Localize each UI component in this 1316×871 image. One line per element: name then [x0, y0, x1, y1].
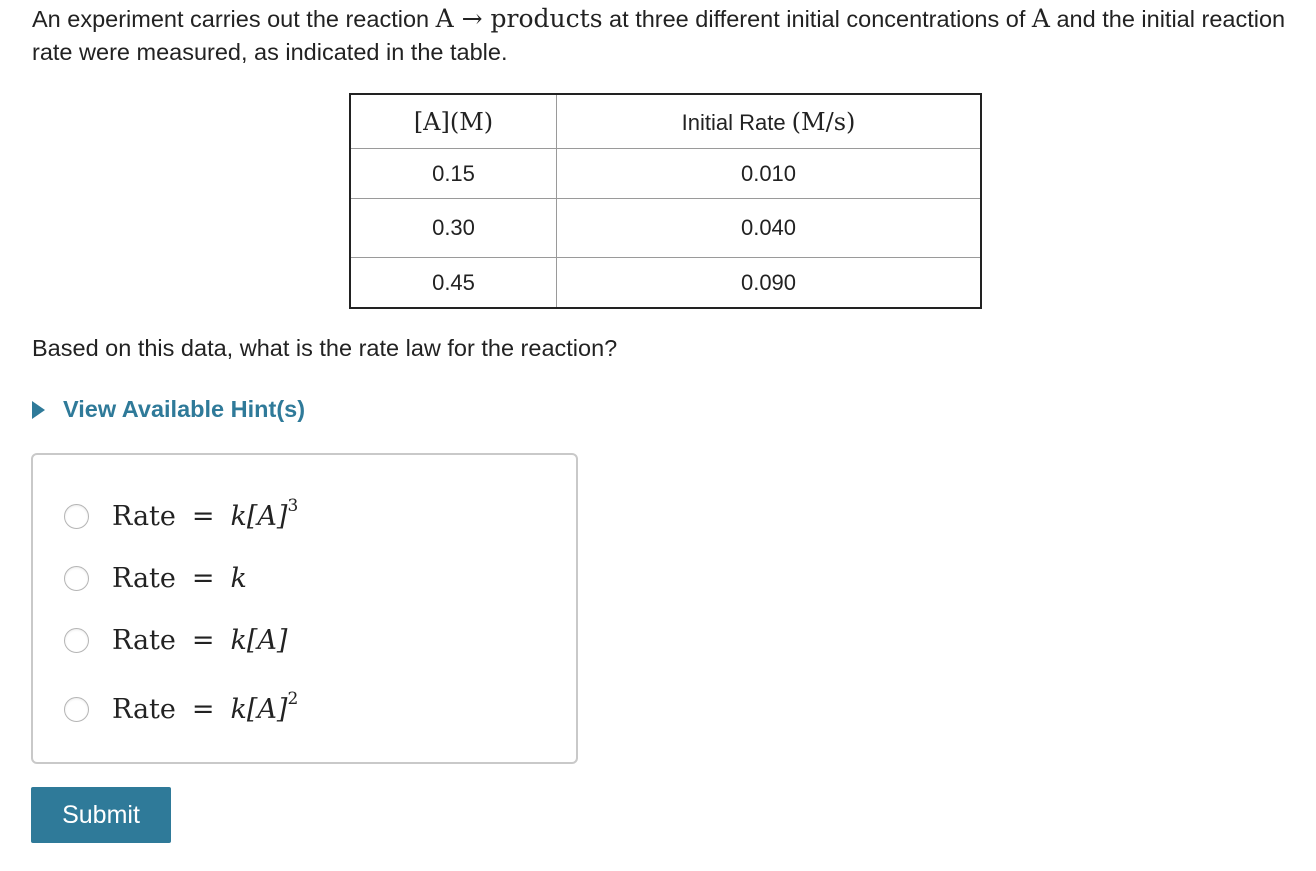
table-header-row: [350, 94, 981, 149]
choice-rhs: k[A]: [230, 501, 288, 532]
choice-option[interactable]: [64, 620, 287, 660]
answer-choices-panel: [31, 453, 578, 764]
reaction-product: products: [490, 4, 603, 33]
view-hints-toggle[interactable]: [32, 396, 305, 423]
cell-concentration: 0.15: [350, 149, 557, 199]
intro-text-2: at three different initial concentrations of: [602, 6, 1032, 32]
choice-equation: [112, 624, 287, 656]
choice-equals: =: [191, 625, 215, 656]
header-initial-rate: [557, 94, 982, 149]
caret-right-icon: [32, 401, 45, 419]
choice-rhs: k[A]: [230, 694, 288, 725]
radio-button[interactable]: [64, 628, 89, 653]
choice-lhs: Rate: [112, 694, 176, 725]
choice-equals: =: [191, 694, 215, 725]
choice-rhs: k[A]: [230, 625, 288, 656]
intro-text-3: and the initial reaction rate were measured, as indicated in the table.: [32, 6, 1286, 65]
reaction-arrow: →: [453, 4, 491, 33]
intro-species: A: [1031, 4, 1050, 33]
radio-button[interactable]: [64, 697, 89, 722]
choice-option[interactable]: [64, 558, 247, 598]
view-hints-label: View Available Hint(s): [63, 396, 306, 422]
choice-exponent: 3: [287, 496, 299, 516]
table-row: [350, 149, 981, 199]
cell-rate: 0.010: [557, 149, 982, 199]
data-table: [349, 93, 982, 309]
reaction-reactant: A: [435, 4, 454, 33]
choice-option[interactable]: [64, 689, 298, 729]
cell-rate: 0.040: [557, 199, 982, 258]
radio-button[interactable]: [64, 566, 89, 591]
choice-exponent: 2: [287, 689, 299, 709]
question-text: Based on this data, what is the rate law for the reaction?: [32, 335, 618, 361]
problem-intro: [32, 2, 1302, 69]
choice-equals: =: [191, 563, 215, 594]
header-rate-text: Initial Rate: [681, 109, 792, 135]
table-row: [350, 258, 981, 309]
table-row: [350, 199, 981, 258]
choice-lhs: Rate: [112, 501, 176, 532]
choice-lhs: Rate: [112, 625, 176, 656]
choice-option[interactable]: [64, 496, 298, 536]
cell-concentration: 0.30: [350, 199, 557, 258]
choice-equation: [112, 689, 299, 725]
header-concentration: [A](M): [350, 94, 557, 149]
cell-concentration: 0.45: [350, 258, 557, 309]
radio-button[interactable]: [64, 504, 89, 529]
intro-text-1: An experiment carries out the reaction: [32, 6, 436, 32]
header-rate-unit: (M/s): [791, 107, 856, 136]
choice-equation: [112, 562, 247, 594]
choice-equation: [112, 496, 299, 532]
cell-rate: 0.090: [557, 258, 982, 309]
submit-button[interactable]: Submit: [31, 787, 171, 843]
choice-rhs: k: [230, 563, 247, 594]
choice-lhs: Rate: [112, 563, 176, 594]
choice-equals: =: [191, 501, 215, 532]
